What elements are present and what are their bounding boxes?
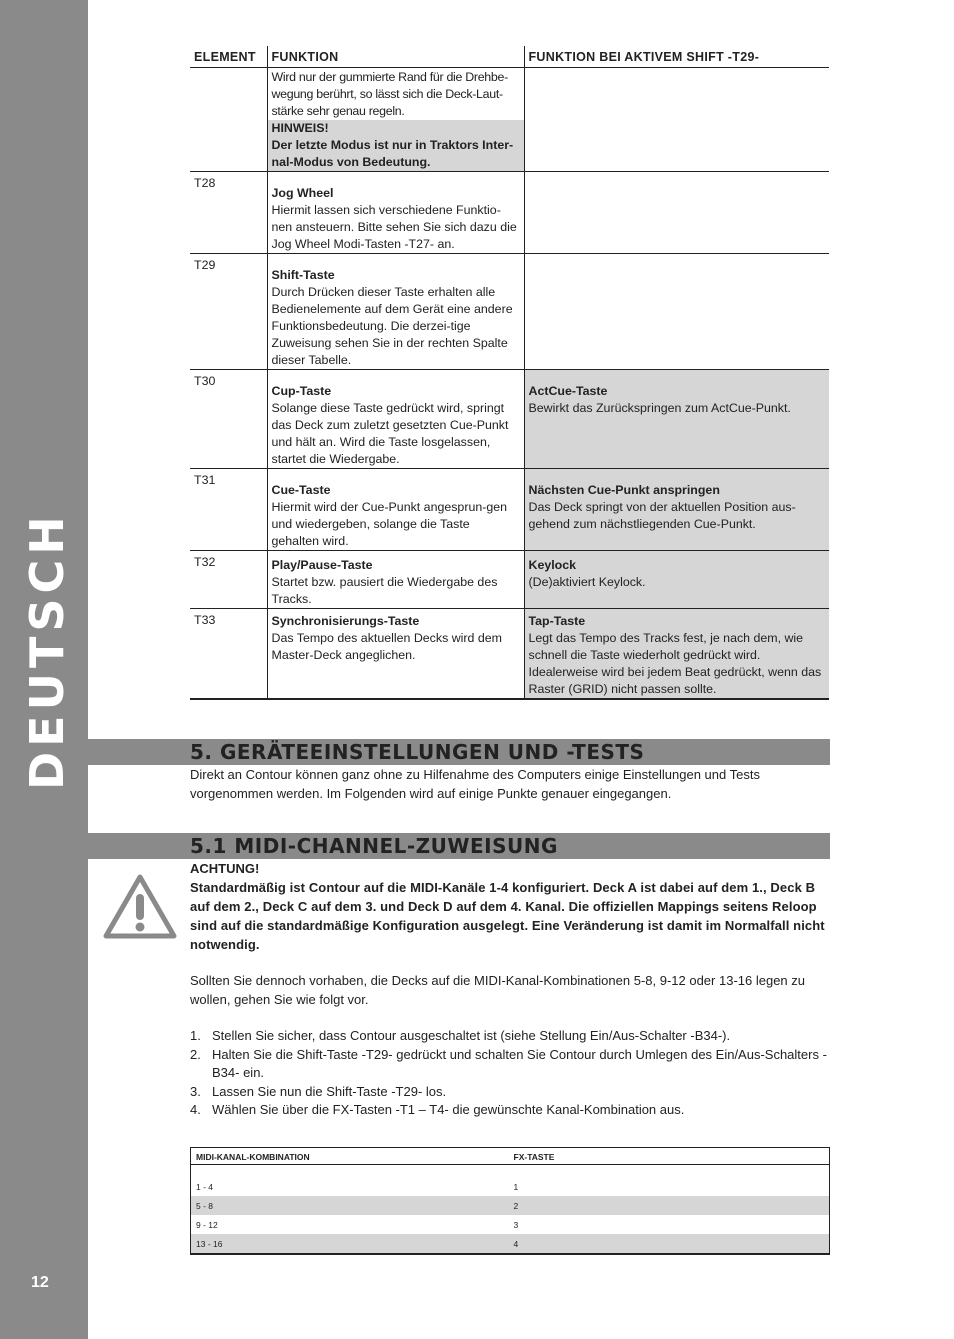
header-funktion: FUNKTION [267,46,524,68]
sidebar [0,0,88,1339]
element-cell: T32 [190,551,267,609]
function-cell [267,609,524,700]
language-label: DEUTSCH [20,511,74,790]
function-body: Durch Drücken dieser Taste erhalten alle Bedienelemente auf dem Gerät eine andere Funktionsbedeutung. Die derzei-tige Zuweisung sehen Sie in der rechten Spalte dieser Tabelle. [271,285,513,367]
function-cell [267,172,524,254]
function-cell [267,68,524,172]
step-number: 1. [190,1028,201,1043]
header-fx: FX-TASTE [509,1148,830,1165]
function-table [190,46,829,700]
shift-cell [524,254,829,370]
warning-icon [102,872,178,942]
midi-table [190,1147,830,1255]
shift-body: (De)aktiviert Keylock. [528,575,646,589]
list-item [190,1046,832,1083]
table-row [190,551,829,609]
fx-cell: 4 [509,1234,830,1254]
header-shift-funktion: FUNKTION BEI AKTIVEM SHIFT -T29- [524,46,829,68]
table-row [191,1215,830,1234]
function-cell [267,469,524,551]
step-text: Wählen Sie über die FX-Tasten -T1 – T4- die gewünschte Kanal-Kombination aus. [212,1102,685,1118]
step-number: 2. [190,1046,201,1062]
function-title: Cup-Taste [271,384,332,398]
table-row [190,254,829,370]
element-cell [190,68,267,172]
table-row [190,172,829,254]
fx-cell: 2 [509,1196,830,1215]
step-text: Stellen Sie sicher, dass Contour ausgeschaltet ist (siehe Stellung Ein/Aus-Schalter -B34-). [212,1028,731,1043]
combo-cell: 9 - 12 [196,1219,218,1230]
shift-title: Keylock [528,558,577,572]
shift-title: ActCue-Taste [528,384,608,398]
shift-body: Bewirkt das Zurückspringen zum ActCue-Punkt. [528,401,791,415]
table-header-row [190,46,829,68]
warning-label: ACHTUNG! [190,861,260,876]
fx-cell: 3 [513,1219,519,1230]
shift-title: Nächsten Cue-Punkt anspringen [528,483,720,497]
shift-cell [524,172,829,254]
shift-title: Tap-Taste [528,614,586,628]
table-header-row [191,1148,830,1165]
function-title: Shift-Taste [271,268,335,282]
list-item [190,1101,832,1120]
steps-list [190,1027,832,1120]
shift-cell [524,370,829,469]
section-title: 5.1 MIDI-CHANNEL-ZUWEISUNG [190,834,558,858]
function-body: Startet bzw. pausiert die Wiedergabe des Tracks. [271,575,498,606]
function-body: Hiermit lassen sich verschiedene Funktio-nen ansteuern. Bitte sehen Sie sich dazu die Jog Wheel Modi-Tasten -T27- an. [271,203,517,251]
element-cell: T30 [190,370,267,469]
function-body: Solange diese Taste gedrückt wird, springt das Deck zum zuletzt gesetzten Cue-Punkt und hält an. Wird die Taste losgelassen, startet die Wiedergabe. [271,401,509,466]
shift-body: Das Deck springt von der aktuellen Position aus-gehend zum nächstliegenden Cue-Punkt. [528,500,796,531]
function-cell [267,370,524,469]
steps-intro: Sollten Sie dennoch vorhaben, die Decks auf die MIDI-Kanal-Kombinationen 5-8, 9-12 oder 13-16 legen zu wollen, gehen Sie wie folgt vor. [190,973,805,1007]
combo-cell: 13 - 16 [191,1234,509,1254]
fx-cell: 1 [513,1181,519,1192]
step-text: Halten Sie die Shift-Taste -T29- gedrückt und schalten Sie Contour durch Umlegen des Ein/Aus-Schalters -B34- ein. [212,1046,827,1081]
table-row [191,1234,830,1254]
combo-cell: 1 - 4 [196,1181,214,1192]
list-item [190,1027,832,1046]
shift-cell [524,551,829,609]
section-title: 5. GERÄTEEINSTELLUNGEN UND -TESTS [190,740,645,764]
page-number: 12 [31,1274,49,1291]
function-body: Hiermit wird der Cue-Punkt angesprun-gen und wiedergeben, solange die Taste gehalten wird. [271,500,508,548]
table-row [190,469,829,551]
warning-text: Standardmäßig ist Contour auf die MIDI-Kanäle 1-4 konfiguriert. Deck A ist dabei auf dem 1., Deck B auf dem 2., Deck C auf dem 3. und Deck D auf dem 4. Kanal. Die offiziellen Mappings seitens Reloop sind auf die standardmäßige Konfiguration ausgelegt. Eine Veränderung ist damit im Normalfall nicht notwendig. [190,880,825,952]
step-number: 3. [190,1083,201,1099]
shift-cell [524,609,829,700]
step-text: Lassen Sie nun die Shift-Taste -T29- los. [212,1083,447,1099]
shift-body: Legt das Tempo des Tracks fest, je nach dem, wie schnell die Taste wiederholt gedrückt wird. Idealerweise wird bei jedem Beat gedrückt, wenn das Raster (GRID) nicht passen sollte. [528,631,822,696]
function-cell [267,551,524,609]
combo-cell: 5 - 8 [191,1196,509,1215]
function-cell [267,254,524,370]
table-row [190,68,829,172]
element-cell: T28 [190,172,267,254]
shift-cell [524,68,829,172]
section-intro: Direkt an Contour können ganz ohne zu Hilfenahme des Computers einige Einstellungen und Tests vorgenommen werden. Im Folgenden wird auf einige Punkte genauer eingegangen. [190,767,760,801]
table-row [190,370,829,469]
element-cell: T29 [190,254,267,370]
function-body: Wird nur der gummierte Rand für die Drehbe-wegung berührt, so lässt sich die Deck-Laut-stärke sehr genau regeln. [271,70,508,118]
element-cell: T33 [190,609,267,700]
spacer-row [191,1165,830,1178]
function-title: Play/Pause-Taste [271,558,373,572]
shift-cell [524,469,829,551]
function-body: Das Tempo des aktuellen Decks wird dem Master-Deck angeglichen. [271,631,502,662]
function-title: Cue-Taste [271,483,331,497]
list-item [190,1083,832,1102]
header-element: ELEMENT [190,46,267,68]
table-row [191,1177,830,1196]
function-title: Jog Wheel [271,186,334,200]
step-number: 4. [190,1102,201,1118]
note-block: HINWEIS! Der letzte Modus ist nur in Traktors Inter-nal-Modus von Bedeutung. [268,120,524,171]
function-title: Synchronisierungs-Taste [271,614,420,628]
table-row [191,1196,830,1215]
element-cell: T31 [190,469,267,551]
header-combo: MIDI-KANAL-KOMBINATION [191,1148,509,1165]
table-row [190,609,829,700]
